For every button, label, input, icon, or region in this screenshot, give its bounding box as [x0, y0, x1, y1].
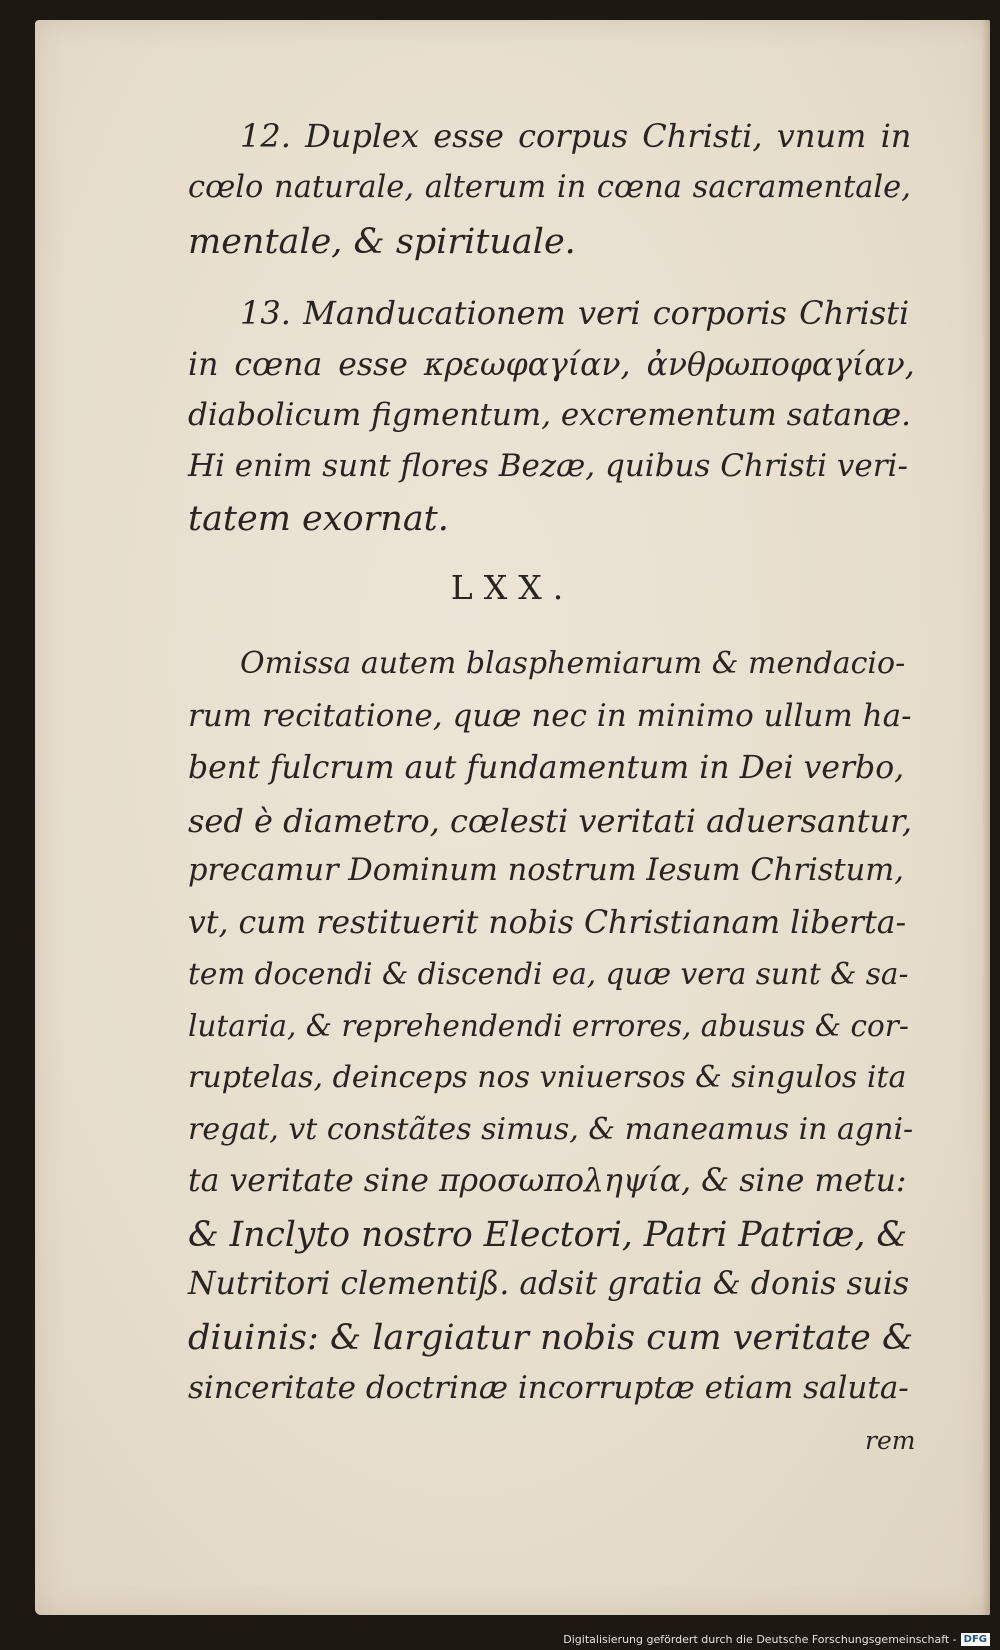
text-line-7: Hi enim sunt flores Bezæ, quibus Christi veri-	[188, 448, 908, 484]
text-line-9: Omissa autem blasphemiarum & mendacio-	[240, 646, 906, 681]
digitization-credit	[563, 1633, 990, 1647]
catchword: rem	[865, 1426, 916, 1455]
text-line-3: mentale, & spirituale.	[188, 222, 576, 262]
text-line-20: & Inclyto nostro Electori, Patri Patriæ, &	[188, 1215, 908, 1255]
text-line-12: sed è diametro, cœlesti veritati aduersantur,	[188, 802, 913, 840]
credit-text: Digitalisierung gefördert durch die Deutsche Forschungsgemeinschaft -	[563, 1632, 957, 1646]
text-line-18: regat, vt constãtes simus, & maneamus in agni-	[188, 1112, 914, 1147]
text-line-14: vt, cum restituerit nobis Christianam liberta-	[188, 905, 907, 941]
text-line-13: precamur Dominum nostrum Iesum Christum,	[188, 853, 904, 888]
section-heading: LXX.	[450, 568, 575, 607]
text-line-11: bent fulcrum aut fundamentum in Dei verbo,	[188, 750, 905, 786]
text-line-10: rum recitatione, quæ nec in minimo ullum ha-	[188, 698, 912, 734]
text-line-8: tatem exornat.	[188, 499, 449, 539]
text-line-2: cœlo naturale, alterum in cœna sacramentale,	[188, 170, 911, 205]
dfg-logo: DFG	[961, 1633, 990, 1646]
text-line-16: lutaria, & reprehendendi errores, abusus & cor-	[188, 1009, 909, 1043]
text-line-17: ruptelas, deinceps nos vniuersos & singulos ita	[188, 1060, 907, 1095]
text-line-19: ta veritate sine προσωποληψία, & sine metu:	[188, 1163, 907, 1199]
page-edge-shadow	[982, 20, 990, 1615]
text-line-5: in cœna esse κρεωφαγίαν, ἀνθρωποφαγίαν,	[188, 347, 915, 383]
text-line-4: 13. Manducationem veri corporis Christi	[240, 294, 910, 332]
text-line-22: diuinis: & largiatur nobis cum veritate &	[188, 1318, 914, 1358]
text-line-1: 12. Duplex esse corpus Christi, vnum in	[240, 117, 912, 155]
text-line-15: tem docendi & discendi ea, quæ vera sunt & sa-	[188, 957, 909, 991]
text-line-21: Nutritori clementiß. adsit gratia & donis suis	[188, 1266, 910, 1302]
paper-page	[35, 20, 990, 1615]
text-line-6: diabolicum figmentum, excrementum satanæ.	[188, 397, 911, 433]
text-line-23: sinceritate doctrinæ incorruptæ etiam saluta-	[188, 1370, 909, 1406]
